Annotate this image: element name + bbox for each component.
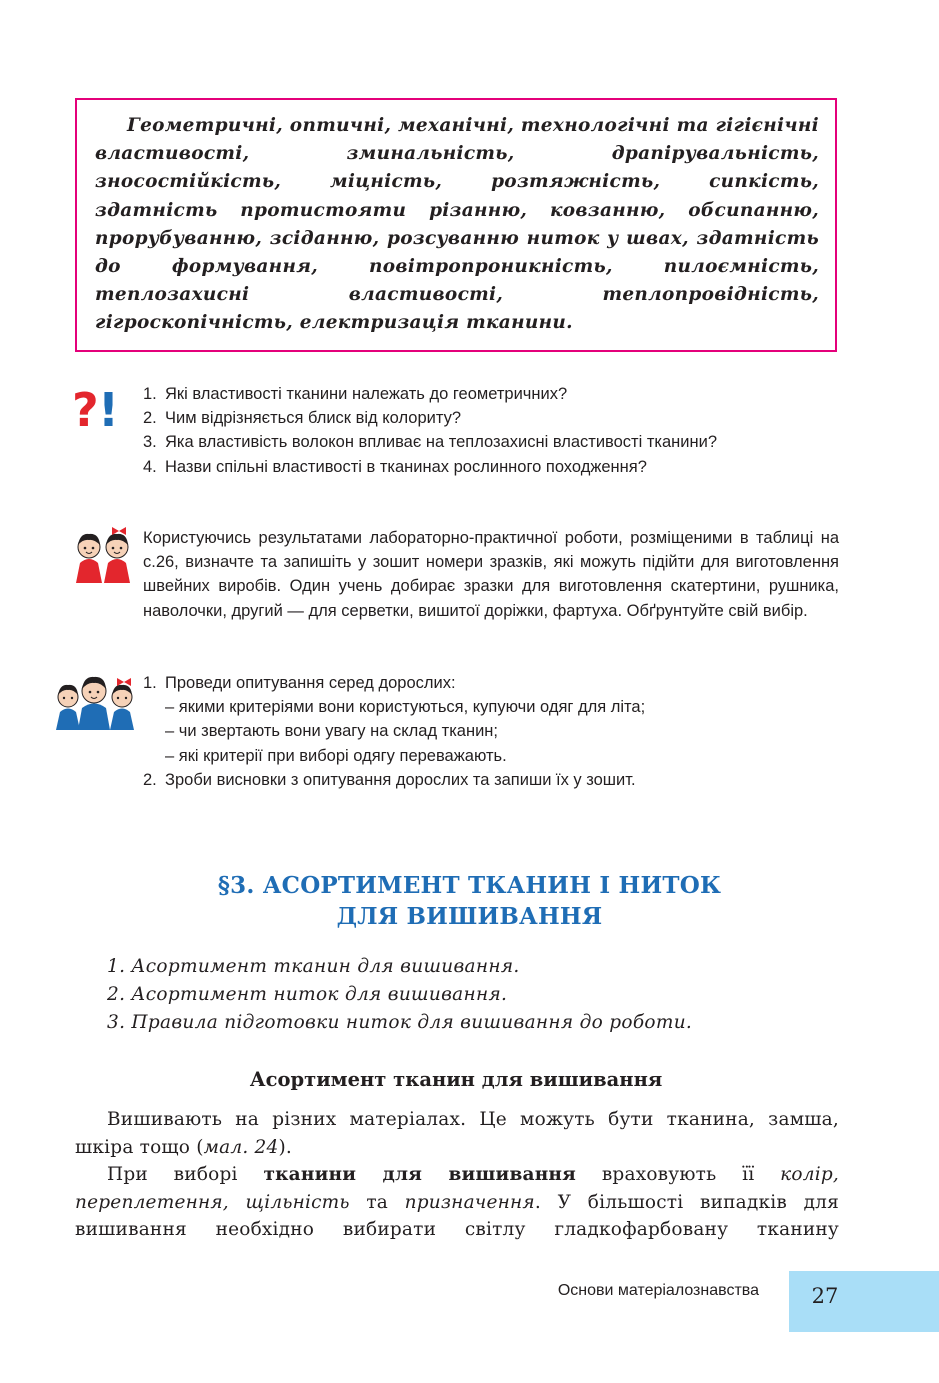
list-item: 4. Назви спільні властивості в тканинах рослинного походження? [143, 457, 647, 476]
section-plan [107, 953, 847, 1036]
svg-text:?: ? [72, 386, 99, 430]
task-text: Проведи опитування серед дорослих: [165, 674, 456, 692]
subheading: Асортимент тканин для вишивання [249, 1068, 663, 1091]
figure-reference: мал. 24 [203, 1136, 279, 1158]
key-terms-box [75, 98, 837, 352]
footer-section-name: Основи матеріалознавства [557, 1282, 759, 1299]
paragraph: При виборі тканини для вишивання враховують її колір, переплетення, щільність та призначення. У більшості випадків для вишивання необхідно вибирати світлу гладкофарбовану тканину [75, 1164, 840, 1241]
page-number: 27 [811, 1284, 839, 1308]
task-text: Зроби висновки з опитування дорослих та запиши їх у зошит. [165, 770, 636, 789]
list-item: 3. Яка властивість волокон впливає на теплозахисні властивості тканини? [143, 433, 718, 452]
plan-item: 3. Правила підготовки ниток для вишивання до роботи. [107, 1011, 693, 1033]
key-terms-text: Геометричні, оптичні, механічні, технологічні та гігієнічні властивості, зминальність, драпірувальність, зносостійкість, міцність, розтяжність, сипкість, здатність протистояти різанню, ковзанню, обсипанню, прорубуванню, зсіданню, розсуванню ниток у швах, здатність до формування, повітропроникність, пилоємність, теплозахисні властивості, теплопровідність, гігроскопічність, електризація тканини. [95, 115, 819, 334]
three-children-icon [54, 672, 136, 730]
list-item [143, 719, 839, 743]
plan-item: 2. Асортимент ниток для вишивання. [107, 983, 508, 1005]
italic-term: колір, переплетення, щільність [75, 1164, 839, 1213]
list-item [143, 744, 839, 768]
section-title-line2: ДЛЯ ВИШИВАННЯ [336, 903, 603, 930]
list-item: 2. Зроби висновки з опитування дорослих та запиши їх у зошит. [143, 770, 636, 789]
list-item: 1. Проведи опитування серед дорослих: [143, 674, 456, 692]
question-text: Назви спільні властивості в тканинах рослинного походження? [165, 457, 647, 476]
question-exclamation-icon [72, 386, 124, 430]
task-subitem: – якими критеріями вони користуються, купуючи одяг для літа; [165, 698, 646, 717]
task-subitem: – чи звертають вони увагу на склад тканин; [165, 722, 499, 741]
page-number-tab [789, 1271, 939, 1332]
two-children-icon [72, 527, 134, 583]
list-item: 2. Чим відрізняється блиск від колориту? [143, 409, 462, 428]
question-text: Які властивості тканини належать до геометричних? [165, 385, 568, 403]
question-text: Чим відрізняється блиск від колориту? [165, 409, 462, 428]
paragraph: Вишивають на різних матеріалах. Це можуть бути тканина, замша, шкіра тощо (мал. 24). [75, 1109, 839, 1158]
question-text: Яка властивість волокон впливає на теплозахисні властивості тканини? [165, 433, 718, 452]
plan-item: 1. Асортимент тканин для вишивання. [107, 956, 520, 977]
bold-term: тканини для вишивання [263, 1164, 577, 1186]
group-task-list [143, 671, 839, 792]
task-subitem: – які критерії при виборі одягу переважають. [165, 746, 507, 765]
questions-list [143, 382, 839, 479]
italic-term: призначення [404, 1191, 535, 1213]
section-title [0, 870, 939, 932]
pair-task-text: Користуючись результатами лабораторно-практичної роботи, розміщеними в таблиці на с.26, визначте та запишіть у зошит номери зразків, які можуть підійти для виготовлення швейних виробів. Один учень добирає зразки для виготовлення скатертини, рушника, наволочки, другий — для серветки, вишитої доріжки, фартуха. Обґрунтуйте свій вибір. [143, 529, 839, 620]
svg-text:!: ! [98, 386, 119, 430]
list-item [143, 695, 839, 719]
body-text [75, 1106, 839, 1244]
section-title-line1: §3. АСОРТИМЕНТ ТКАНИН І НИТОК [217, 872, 722, 899]
list-item: 1. Які властивості тканини належать до геометричних? [143, 385, 568, 403]
